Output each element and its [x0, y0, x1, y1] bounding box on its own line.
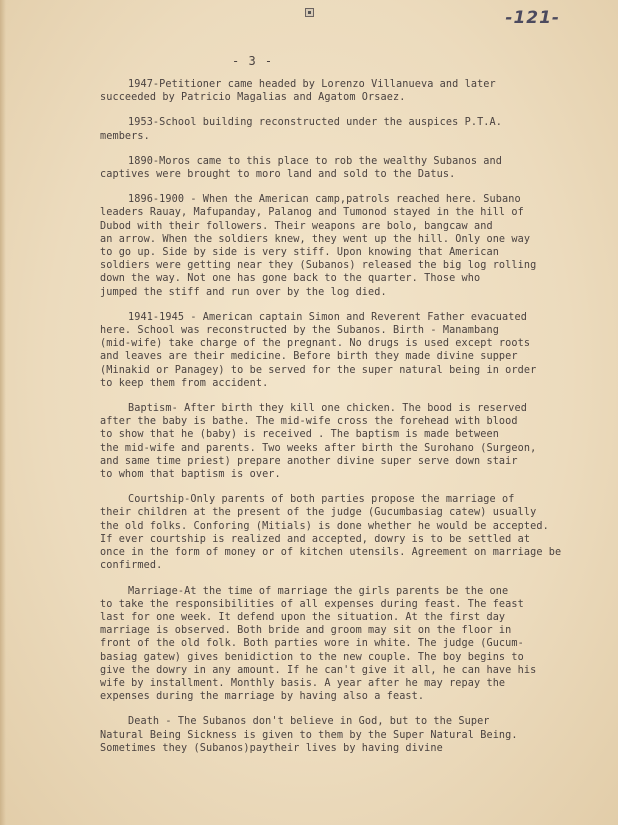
- paragraph-1890: 1890-Moros came to this place to rob the wealthy Subanos and captives were brought to moro land and sold to the Datus.: [100, 155, 503, 181]
- punch-hole-icon: [305, 8, 314, 17]
- paragraph-1953: 1953-School building reconstructed under the auspices P.T.A. members.: [100, 117, 503, 142]
- document-body: [100, 78, 570, 765]
- paragraph-courtship: Courtship-Only parents of both parties propose the marriage of their children at the present of the judge (Gucumbasiag catew) usually the old folks. Conforing (Mitials) is done whether he would be accepted. If ever courtship is realized and accepted, dowry is to be settled at once in the form of money or of kitchen utensils. Agreement on marriage be confirmed.: [100, 494, 562, 572]
- paragraph-marriage: Marriage-At the time of marriage the girls parents be the one to take the responsibilities of all expenses during feast. The feast last for one week. It defend upon the situation. At the first day marriage is observed. Both bride and groom may sit on the floor in front of the old folk. Both parties wore in white. The judge (Gucum- basiag gatew) gives benidiction to the new couple. The boy begins to give the dowry in any amount. If he can't give it all, he can have his wife by installment. Monthly basis. A year after he may repay the expenses during the marriage by having also a feast.: [100, 585, 537, 703]
- paragraph-baptism: Baptism- After birth they kill one chicken. The bood is reserved after the baby is bathe. The mid-wife cross the forehead with blood to show that he (baby) is received . The baptism is made between the mid-wife and parents. Two weeks after birth the Surohano (Surgeon, and same time priest) prepare another divine super serve down stair to whom that baptism is over.: [100, 403, 537, 481]
- paragraph-1941: 1941-1945 - American captain Simon and Reverent Father evacuated here. School was reconstructed by the Subanos. Birth - Manambang (mid-wife) take charge of the pregnant. No drugs is used except roots and leaves are their medicine. Before birth they made divine supper (Minakid or Panagey) to be served for the super natural being in order to keep them from accident.: [100, 311, 537, 389]
- paragraph-death: Death - The Subanos don't believe in God, but to the Super Natural Being Sickness is given to them by the Super Natural Being. Sometimes they (Subanos)paytheir lives by having divine: [100, 716, 518, 754]
- page-number: - 3 -: [232, 54, 274, 68]
- paragraph-1947: 1947-Petitioner came headed by Lorenzo Villanueva and later succeeded by Patricio Magalias and Agatom Orsaez.: [100, 79, 496, 104]
- page-edge-shadow: [0, 0, 6, 825]
- folio-number: -121-: [505, 8, 560, 28]
- paragraph-1896: 1896-1900 - When the American camp,patrols reached here. Subano leaders Rauay, Mafupanday, Palanog and Tumonod stayed in the hill of Dubod with their followers. Their weapons are bolo, bangcaw and an arrow. When the soldiers knew, they went up the hill. Only one way to go up. Side by side is very stiff. Upon knowing that American soldiers were getting near they (Subanos) released the big log rolling down the way. Not one has gone back to the quarter. Those who jumped the stiff and run over by the log died.: [100, 194, 537, 298]
